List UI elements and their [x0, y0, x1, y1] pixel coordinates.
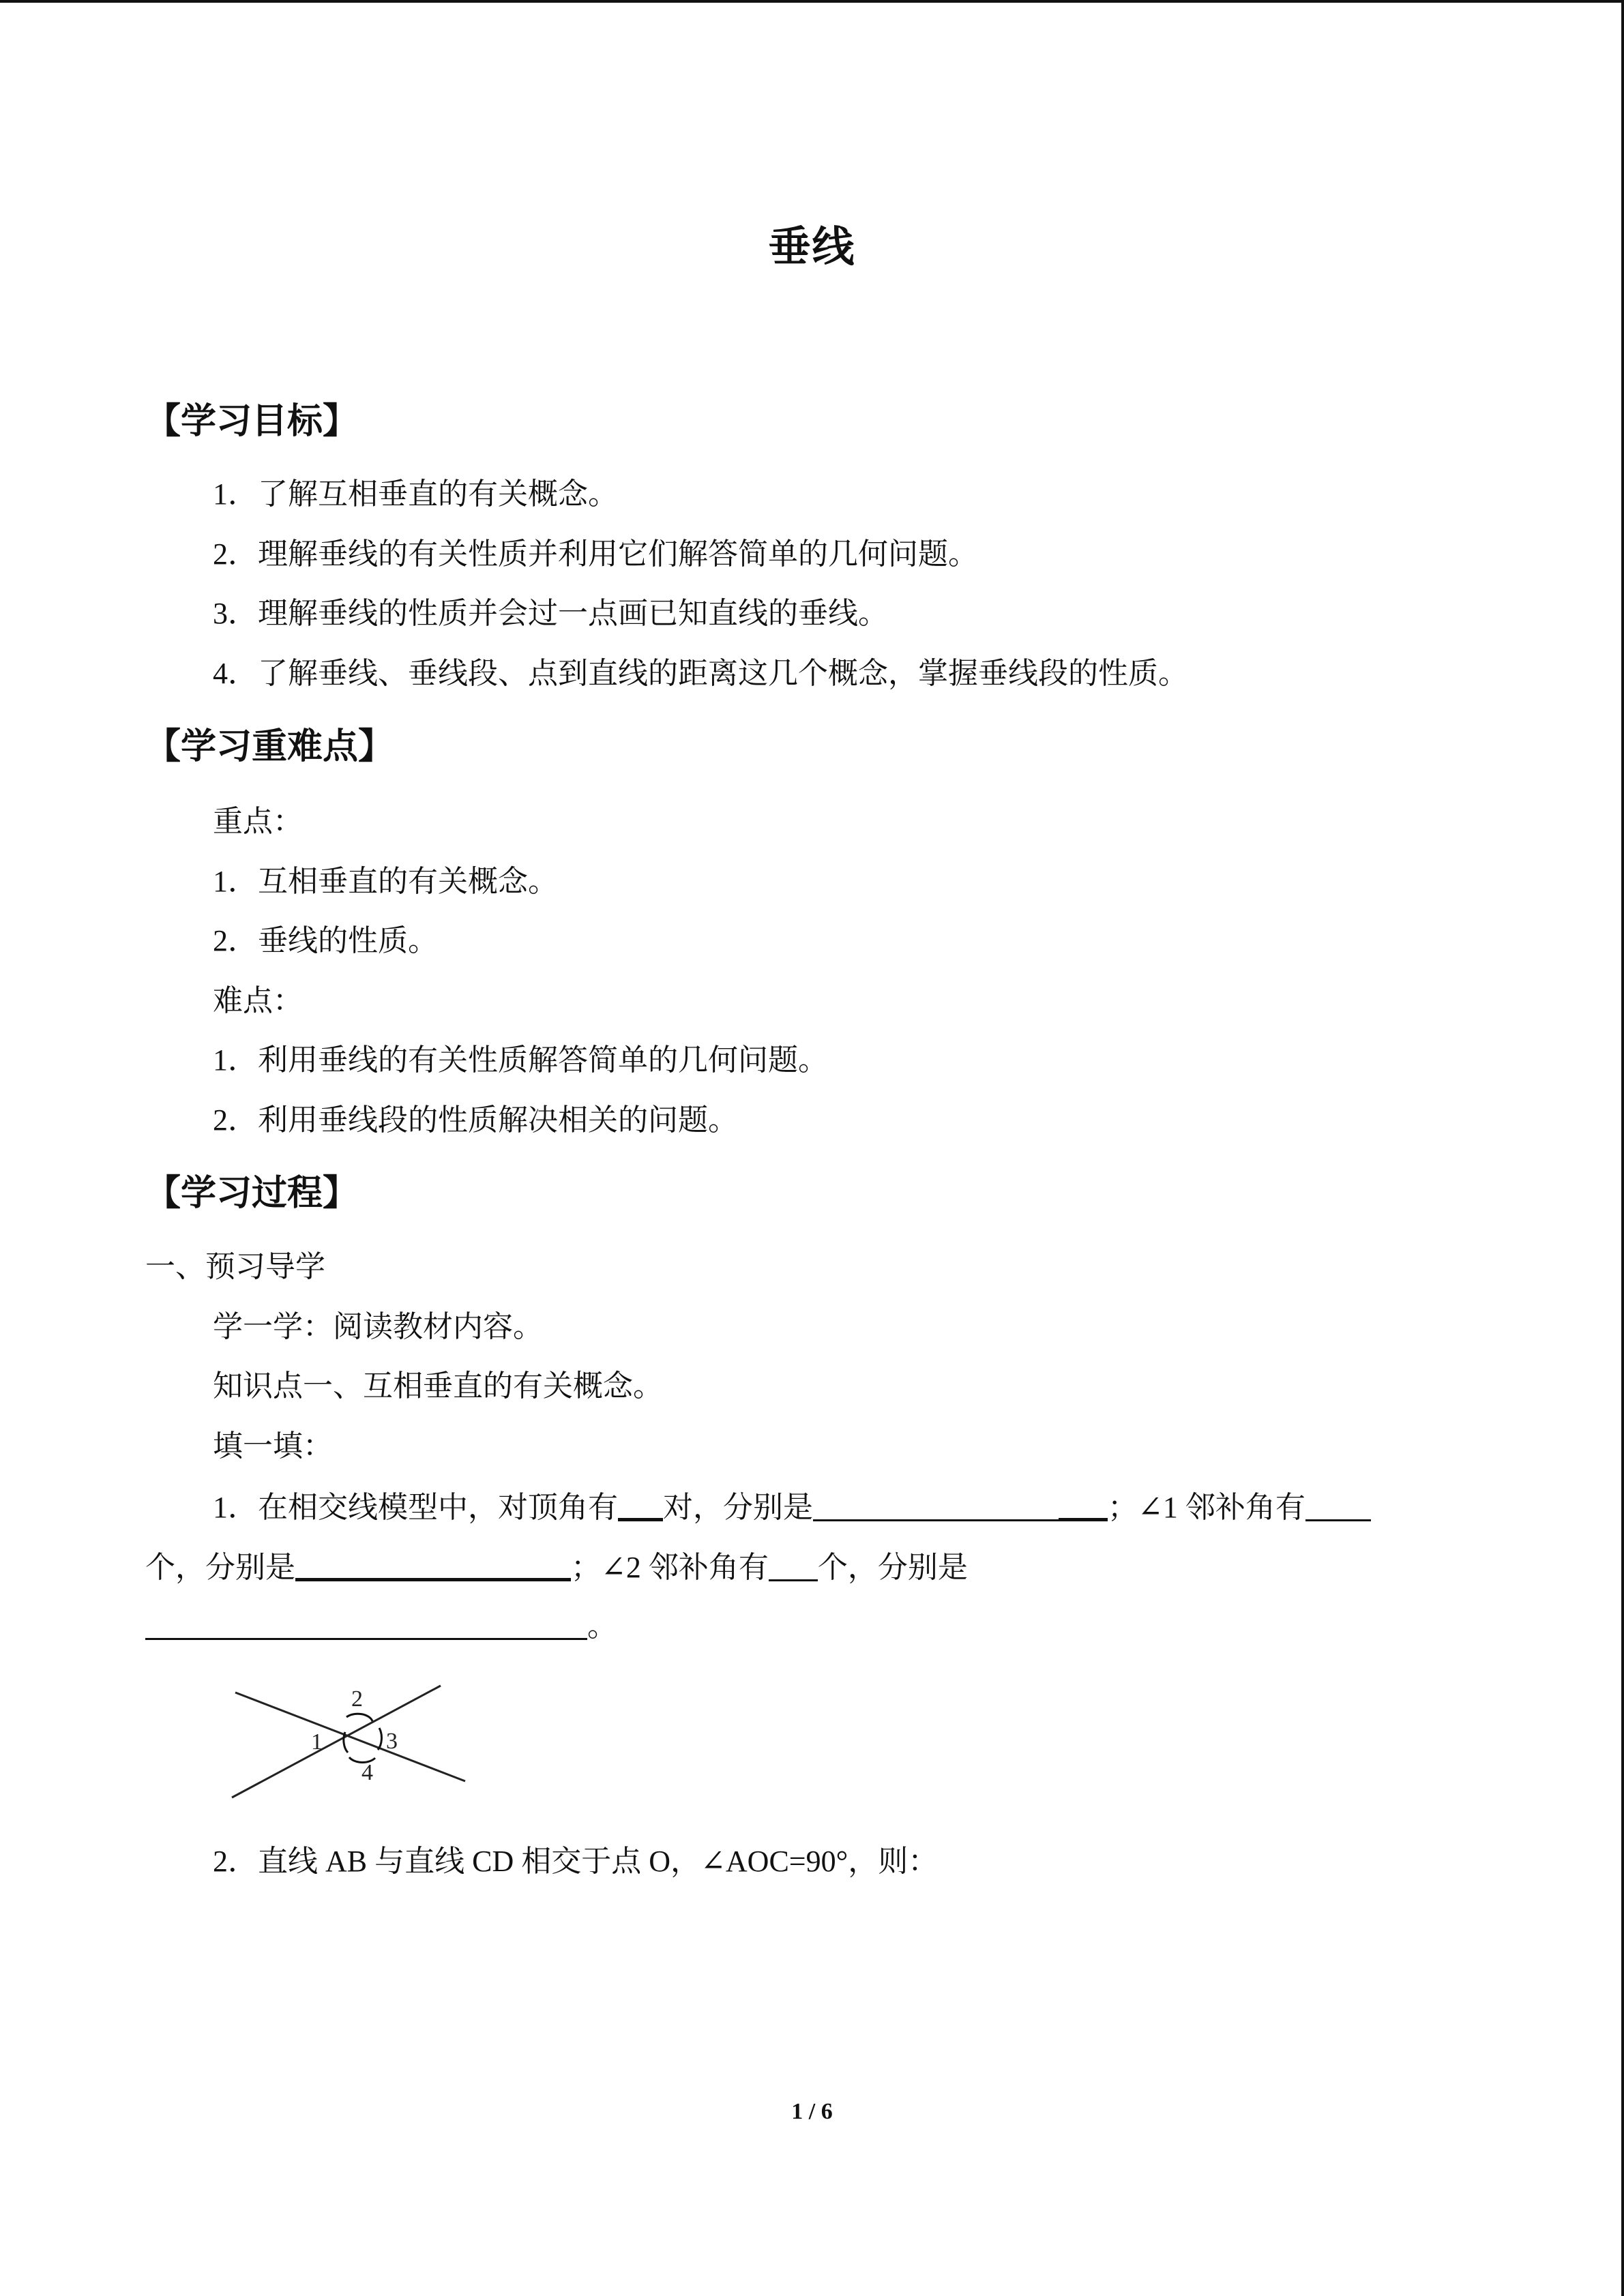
question-1-line-2	[145, 1548, 968, 1587]
objective-item: 3．理解垂线的性质并会过一点画已知直线的垂线。	[213, 597, 888, 630]
question-1-text: ；∠2 邻补角有	[571, 1551, 769, 1584]
question-2: 2．直线 AB 与直线 CD 相交于点 O，∠AOC=90°，则：	[213, 1845, 939, 1878]
difficult-points-label: 难点：	[213, 984, 303, 1017]
line-descending	[235, 1693, 465, 1781]
answer-blank-angle1-adjacent-list[interactable]	[295, 1548, 571, 1581]
fill-in-label: 填一填：	[213, 1429, 333, 1463]
question-1-line-3	[145, 1607, 617, 1645]
objective-item: 2．理解垂线的有关性质并利用它们解答简单的几何问题。	[213, 537, 978, 571]
section-heading-objectives: 【学习目标】	[145, 402, 359, 441]
page-number: 1 / 6	[791, 2099, 833, 2124]
key-point-item: 2．垂线的性质。	[213, 924, 438, 957]
question-1-text: 对，分别是	[663, 1491, 813, 1524]
objective-item: 1．了解互相垂直的有关概念。	[213, 477, 618, 511]
answer-blank-vertical-angle-count[interactable]	[618, 1488, 663, 1521]
key-point-item: 1．互相垂直的有关概念。	[213, 865, 558, 898]
angle-2-arc	[346, 1714, 372, 1721]
angle-label-2: 2	[351, 1686, 363, 1712]
answer-blank-vertical-angle-pairs-tail[interactable]	[1059, 1488, 1108, 1521]
answer-blank-angle2-adjacent-list[interactable]	[145, 1608, 587, 1640]
answer-blank-angle1-adjacent-count[interactable]	[1305, 1489, 1371, 1521]
angle-label-1: 1	[311, 1729, 323, 1755]
question-1-text: 个，分别是	[145, 1551, 295, 1584]
question-1-line-1	[213, 1488, 1371, 1527]
study-instruction: 学一学：阅读教材内容。	[213, 1310, 543, 1343]
part-one-heading: 一、预习导学	[145, 1250, 325, 1283]
question-1-text: 。	[587, 1609, 617, 1643]
answer-blank-angle2-adjacent-count[interactable]	[769, 1549, 818, 1581]
section-heading-key-points: 【学习重难点】	[145, 728, 394, 766]
question-1-text: ；∠1 邻补角有	[1108, 1491, 1305, 1524]
difficult-point-item: 2．利用垂线段的性质解决相关的问题。	[213, 1103, 738, 1137]
key-points-label: 重点：	[213, 805, 303, 838]
section-heading-process: 【学习过程】	[145, 1174, 359, 1213]
angle-3-arc	[378, 1728, 381, 1750]
page-title: 垂线	[768, 224, 856, 271]
question-1-text: 1．在相交线模型中，对顶角有	[213, 1491, 618, 1524]
objective-item: 4．了解垂线、垂线段、点到直线的距离这几个概念，掌握垂线段的性质。	[213, 657, 1188, 690]
answer-blank-vertical-angle-pairs[interactable]	[813, 1489, 1059, 1521]
knowledge-point-heading: 知识点一、互相垂直的有关概念。	[213, 1369, 663, 1403]
angle-label-4: 4	[361, 1760, 373, 1785]
difficult-point-item: 1．利用垂线的有关性质解答简单的几何问题。	[213, 1043, 828, 1077]
intersecting-lines-diagram	[225, 1664, 477, 1814]
angle-label-3: 3	[386, 1729, 398, 1754]
question-1-text: 个，分别是	[817, 1551, 968, 1584]
